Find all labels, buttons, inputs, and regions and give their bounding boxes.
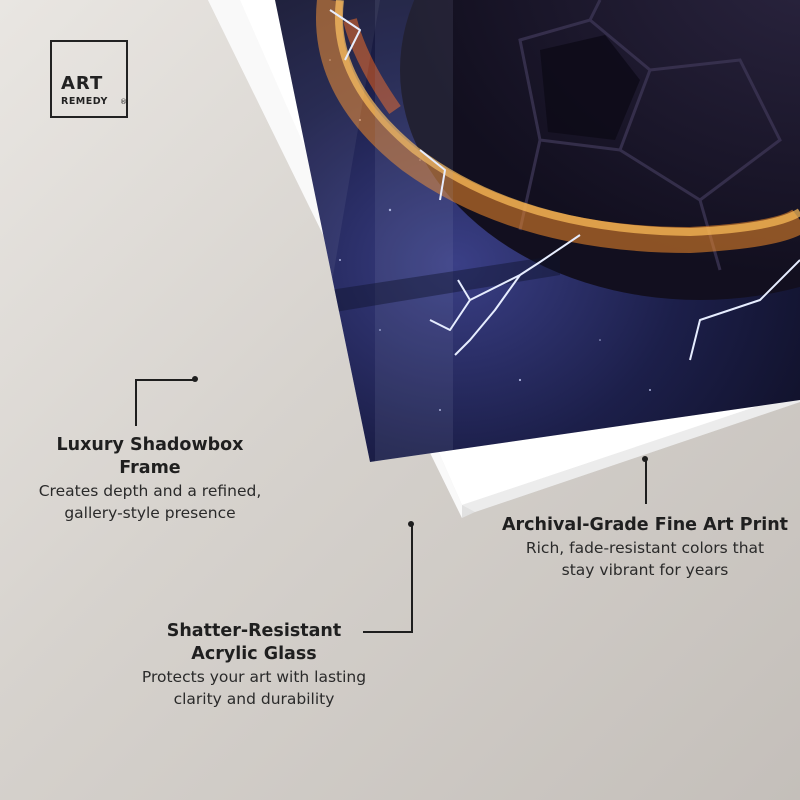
- frame-callout-line-h: [135, 379, 195, 381]
- glass-callout-title-line1: Shatter-Resistant: [166, 621, 342, 641]
- print-callout-desc-line1: Rich, fade-resistant colors that: [525, 539, 765, 557]
- glass-callout-desc-line1: Protects your art with lasting: [141, 668, 367, 686]
- glass-callout-title-line2: Acrylic Glass: [191, 644, 317, 664]
- frame-callout-title-line1: Luxury Shadowbox: [56, 435, 244, 455]
- glass-callout-line-v: [411, 524, 413, 632]
- artwork-print: [260, 0, 800, 480]
- frame-callout-title-line2: Frame: [119, 458, 181, 478]
- glass-callout: [104, 620, 404, 710]
- frame-callout-desc-line2: gallery-style presence: [64, 504, 236, 522]
- frame-callout-line-v: [135, 379, 137, 426]
- brand-logo-line2: REMEDY: [61, 96, 108, 107]
- registered-mark: ®: [120, 98, 127, 106]
- print-callout-title: Archival-Grade Fine Art Print: [501, 515, 789, 535]
- glass-callout-desc-line2: clarity and durability: [173, 690, 335, 708]
- brand-logo-line1: ART: [61, 73, 104, 94]
- print-callout-desc-line2: stay vibrant for years: [561, 561, 729, 579]
- brand-logo: [50, 40, 128, 118]
- frame-callout-desc-line1: Creates depth and a refined,: [38, 482, 262, 500]
- print-callout-line: [645, 459, 647, 504]
- frame-callout: [0, 434, 300, 524]
- print-callout: [465, 514, 800, 581]
